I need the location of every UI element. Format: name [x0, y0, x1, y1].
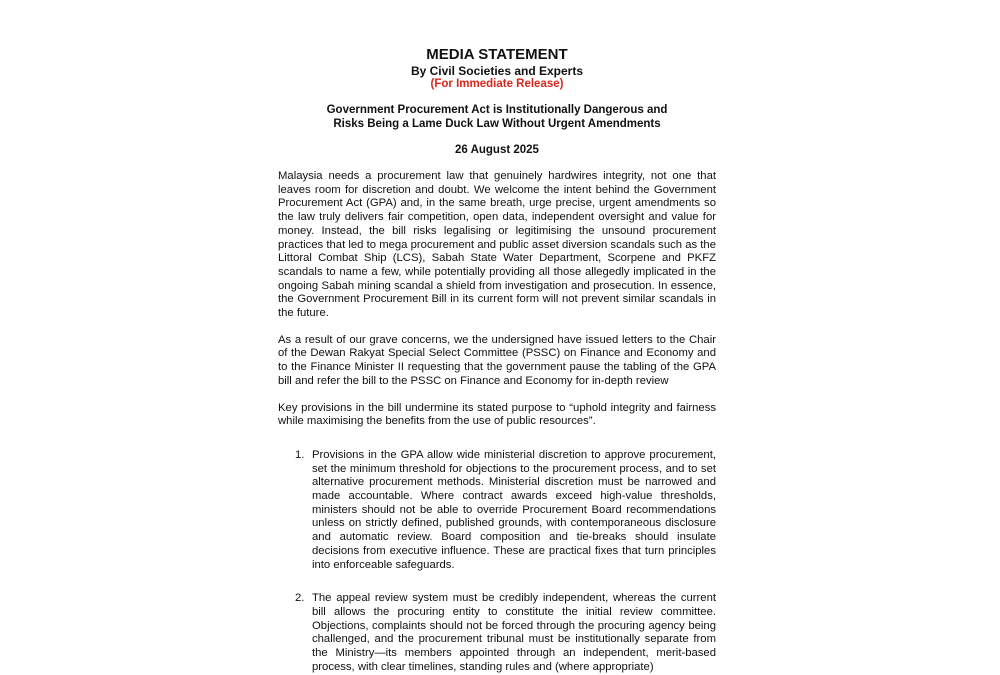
list-item [278, 449, 716, 572]
paragraph-concerns: As a result of our grave concerns, we the undersigned have issued letters to the Chair of the Dewan Rakyat Special Select Committee (PSSC) on Finance and Economy and to the Finance Minister II requesting that the government pause the tabling of the GPA bill and refer the bill to the PSSC on Finance and Economy for in-depth review [278, 333, 716, 387]
headline-line-2: Risks Being a Lame Duck Law Without Urgent Amendments [333, 118, 661, 130]
list-item [278, 592, 716, 674]
provisions-list [278, 449, 716, 675]
statement-title: MEDIA STATEMENT [426, 46, 568, 63]
paragraph-intro: Malaysia needs a procurement law that genuinely hardwires integrity, not one that leaves room for discretion and doubt. We welcome the intent behind the Government Procurement Act (GPA) and, in the same breath, urge precise, urgent amendments so the law truly delivers fair competition, open data, independent oversight and value for money. Instead, the bill risks legalising or legitimising the unsound procurement practices that led to mega procurement and public asset diversion scandals such as the Littoral Combat Ship (LCS), Sabah State Water Department, Scorpene and PKFZ scandals to name a few, while potentially providing all those allegedly implicated in the ongoing Sabah mining scandal a shield from investigation and prosecution. In essence, the Government Procurement Bill in its current form will not prevent similar scandals in the future. [278, 170, 716, 320]
list-item-text: Provisions in the GPA allow wide ministerial discretion to approve procurement, set the minimum threshold for objections to the procurement process, and to set alternative procurement methods. Ministerial discretion must be narrowed and made accountable. Where contract awards exceed high-value thresholds, ministers should not be able to override Procurement Board recommendations unless on strictly defined, published grounds, with contemporaneous disclosure and automatic review. Board composition and tie-breaks should insulate decisions from executive influence. These are practical fixes that turn principles into enforceable safeguards. [312, 448, 716, 571]
list-item-number: 1. [295, 448, 305, 461]
release-label: (For Immediate Release) [430, 78, 564, 90]
headline [278, 103, 716, 131]
list-item-number: 2. [295, 592, 305, 605]
list-item-text: The appeal review system must be credibly independent, whereas the current bill allows the procuring entity to constitute the initial review committee. Objections, complaints should not be forced through the procuring agency being challenged, and the procurement tribunal must be institutionally separate from the Ministry—its members appointed through an independent, merit-based process, with clear timelines, standing rules and (where appropriate) [312, 592, 716, 673]
statement-subtitle: By Civil Societies and Experts [410, 64, 584, 78]
paragraph-key-provisions: Key provisions in the bill undermine its stated purpose to “uphold integrity and fairness while maximising the benefits from the use of public resources”. [278, 401, 716, 428]
headline-line-1: Government Procurement Act is Institutionally Dangerous and [326, 104, 668, 116]
statement-date: 26 August 2025 [455, 144, 539, 156]
media-statement-page [278, 46, 716, 675]
